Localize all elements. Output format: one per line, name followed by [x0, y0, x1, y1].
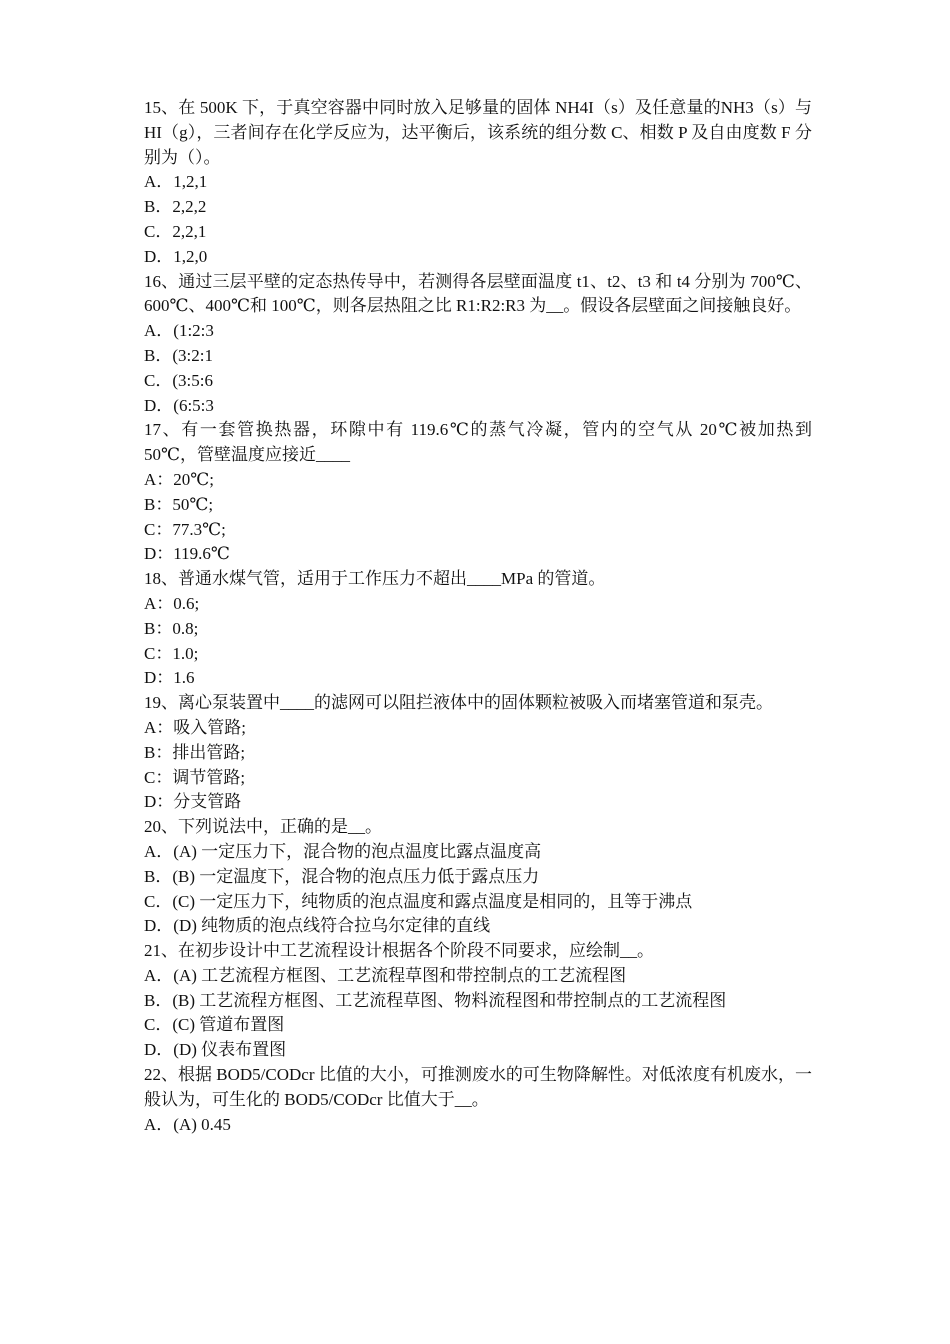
- question-16: [144, 270, 812, 419]
- option-d: D：119.6℃: [144, 544, 230, 564]
- question-text: 21、在初步设计中工艺流程设计根据各个阶段不同要求，应绘制__。: [144, 941, 654, 961]
- question-text: 17、有一套管换热器，环隙中有 119.6℃的蒸气冷凝，管内的空气从 20℃被加热到 50℃，管壁温度应接近____: [144, 420, 812, 465]
- option-d: D．(6:5:3: [144, 395, 214, 415]
- option-d: D．1,2,0: [144, 246, 208, 266]
- option-a: A．(1:2:3: [144, 321, 214, 341]
- document-page: [144, 96, 812, 1137]
- option-a: A．(A) 一定压力下，混合物的泡点温度比露点温度高: [144, 841, 542, 861]
- question-text: 16、通过三层平壁的定态热传导中，若测得各层壁面温度 t1、t2、t3 和 t4 分别为 700℃、600℃、400℃和 100℃，则各层热阻之比 R1:R2:R3 为__。假设各层壁面之间接触良好。: [144, 271, 812, 316]
- option-c: C．(3:5:6: [144, 370, 213, 390]
- option-b: B：排出管路;: [144, 742, 246, 762]
- option-b: B．2,2,2: [144, 197, 207, 217]
- option-d: D：1.6: [144, 668, 195, 688]
- option-b: B．(3:2:1: [144, 345, 213, 365]
- option-d: D．(D) 仪表布置图: [144, 1040, 287, 1060]
- option-c: C：调节管路;: [144, 767, 246, 787]
- option-a: A：20℃;: [144, 469, 215, 489]
- option-b: B．(B) 工艺流程方框图、工艺流程草图、物料流程图和带控制点的工艺流程图: [144, 990, 727, 1010]
- option-c: C．2,2,1: [144, 221, 207, 241]
- question-text: 22、根据 BOD5/CODcr 比值的大小，可推测废水的可生物降解性。对低浓度有机废水，一般认为，可生化的 BOD5/CODcr 比值大于__。: [144, 1065, 812, 1109]
- option-d: D：分支管路: [144, 792, 242, 812]
- option-b: B：50℃;: [144, 494, 214, 514]
- option-a: A：吸入管路;: [144, 717, 246, 737]
- option-d: D．(D) 纯物质的泡点线符合拉乌尔定律的直线: [144, 916, 491, 936]
- option-b: B．(B) 一定温度下，混合物的泡点压力低于露点压力: [144, 866, 540, 886]
- question-18: [144, 567, 812, 691]
- option-a: A．(A) 0.45: [144, 1114, 231, 1134]
- option-a: A．(A) 工艺流程方框图、工艺流程草图和带控制点的工艺流程图: [144, 965, 627, 985]
- option-b: B：0.8;: [144, 618, 199, 638]
- question-17: [144, 418, 812, 567]
- question-text: 18、普通水煤气管，适用于工作压力不超出____MPa 的管道。: [144, 569, 606, 589]
- question-15: [144, 96, 812, 270]
- question-text: 19、离心泵装置中____的滤网可以阻拦液体中的固体颗粒被吸入而堵塞管道和泵壳。: [144, 693, 773, 713]
- option-c: C．(C) 一定压力下，纯物质的泡点温度和露点温度是相同的，且等于沸点: [144, 891, 693, 911]
- option-c: C．(C) 管道布置图: [144, 1015, 285, 1035]
- question-text: 15、在 500K 下，于真空容器中同时放入足够量的固体 NH4I（s）及任意量的NH3（s）与 HI（g），三者间存在化学反应为，达平衡后，该系统的组分数 C、相数 P 及自由度数 F 分别为（）。: [144, 98, 812, 167]
- option-c: C：1.0;: [144, 643, 199, 663]
- option-a: A：0.6;: [144, 593, 200, 613]
- question-22: [144, 1063, 812, 1137]
- option-c: C：77.3℃;: [144, 519, 226, 539]
- question-21: [144, 939, 812, 1063]
- question-text: 20、下列说法中，正确的是__。: [144, 817, 382, 837]
- question-20: [144, 815, 812, 939]
- option-a: A．1,2,1: [144, 172, 208, 192]
- question-19: [144, 691, 812, 815]
